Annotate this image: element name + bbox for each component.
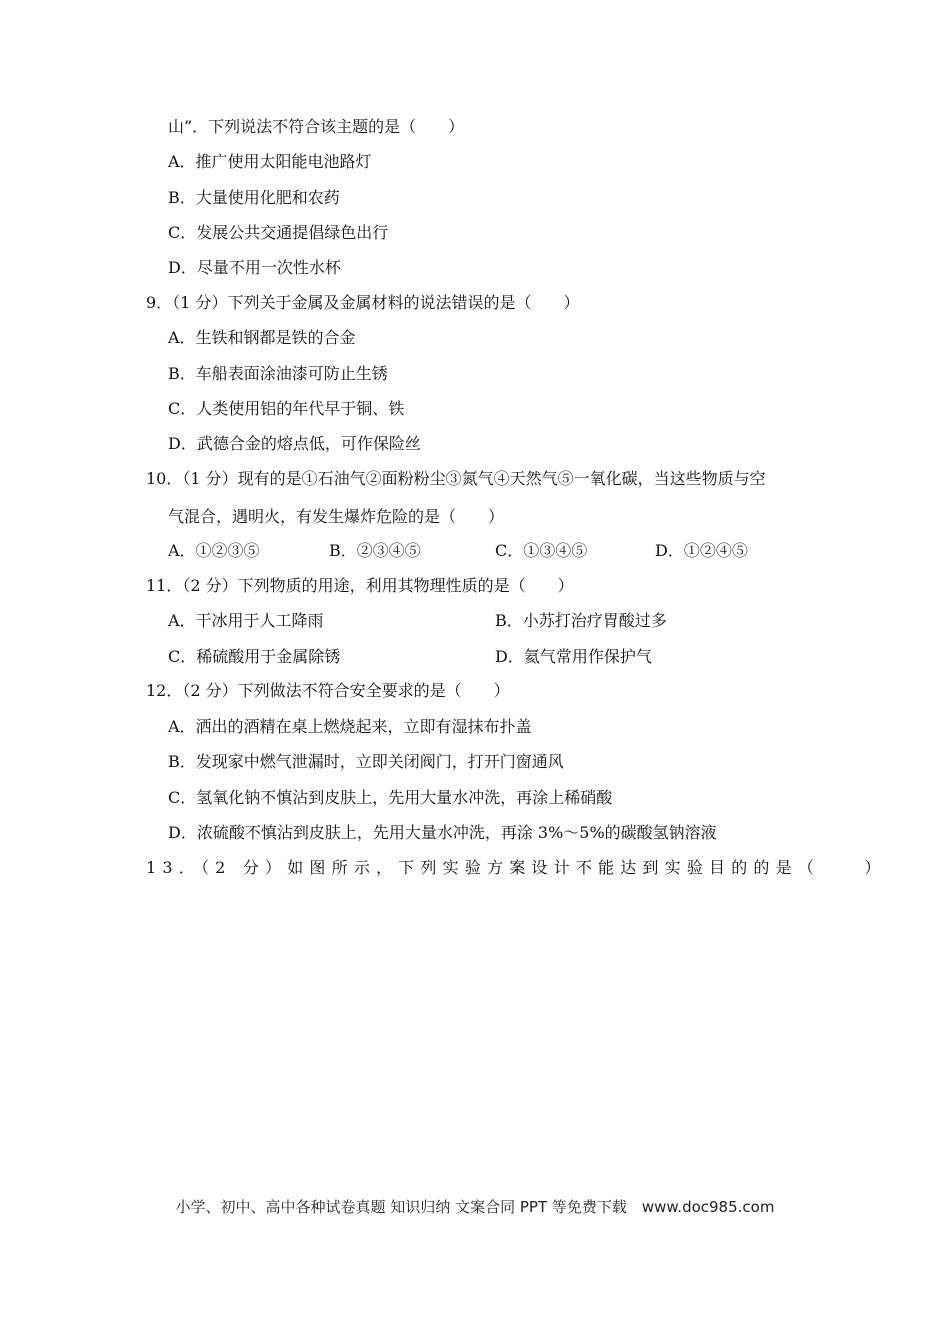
question-11-option-d: D．氦气常用作保护气 xyxy=(495,647,652,666)
question-12-option-a: A．洒出的酒精在桌上燃烧起来，立即有湿抹布扑盖 xyxy=(168,717,532,736)
question-10-option-a: A．①②③⑤ xyxy=(168,541,260,560)
question-9-stem: 9．（1 分）下列关于金属及金属材料的说法错误的是（ ） xyxy=(146,293,580,312)
question-9-option-c: C．人类使用铝的年代早于铜、铁 xyxy=(168,399,405,418)
question-10-option-c: C．①③④⑤ xyxy=(495,541,588,560)
question-12-option-b: B．发现家中燃气泄漏时，立即关闭阀门，打开门窗通风 xyxy=(168,752,564,771)
question-8-option-b: B．大量使用化肥和农药 xyxy=(168,188,340,207)
question-9-option-a: A．生铁和钢都是铁的合金 xyxy=(168,328,356,347)
question-8-option-a: A．推广使用太阳能电池路灯 xyxy=(168,152,372,171)
question-11-option-a: A．干冰用于人工降雨 xyxy=(168,611,324,630)
question-8-option-c: C．发展公共交通提倡绿色出行 xyxy=(168,223,389,242)
question-9-option-d: D．武德合金的熔点低，可作保险丝 xyxy=(168,434,421,453)
question-12-option-d: D．浓硫酸不慎沾到皮肤上，先用大量水冲洗，再涂 3%～5%的碳酸氢钠溶液 xyxy=(168,823,717,842)
question-8-option-d: D．尽量不用一次性水杯 xyxy=(168,258,341,277)
question-11-option-c: C．稀硫酸用于金属除锈 xyxy=(168,647,341,666)
question-11-options-row-1 xyxy=(0,611,950,631)
question-12-stem: 12．（2 分）下列做法不符合安全要求的是（ ） xyxy=(146,681,510,700)
question-11-options-row-2 xyxy=(0,647,950,667)
question-8-stem-tail: 山”．下列说法不符合该主题的是（ ） xyxy=(168,117,465,136)
question-9-option-b: B．车船表面涂油漆可防止生锈 xyxy=(168,364,388,383)
question-10-stem-line-1: 10．（1 分）现有的是①石油气②面粉粉尘③氮气④天然气⑤一氧化碳，当这些物质与空 xyxy=(146,469,766,488)
question-10-options xyxy=(0,541,950,561)
question-10-option-b: B．②③④⑤ xyxy=(329,541,421,560)
question-13-stem: 13．（2 分）如图所示，下列实验方案设计不能达到实验目的的是（ ） xyxy=(146,858,887,877)
question-11-option-b: B．小苏打治疗胃酸过多 xyxy=(495,611,667,630)
question-11-stem: 11．（2 分）下列物质的用途，利用其物理性质的是（ ） xyxy=(146,576,574,595)
page-footer: 小学、初中、高中各种试卷真题 知识归纳 文案合同 PPT 等免费下载 www.doc985.com xyxy=(175,1198,775,1216)
question-10-stem-line-2: 气混合，遇明火，有发生爆炸危险的是（ ） xyxy=(168,507,505,526)
question-10-option-d: D．①②④⑤ xyxy=(655,541,748,560)
question-12-option-c: C．氢氧化钠不慎沾到皮肤上，先用大量水冲洗，再涂上稀硝酸 xyxy=(168,788,613,807)
